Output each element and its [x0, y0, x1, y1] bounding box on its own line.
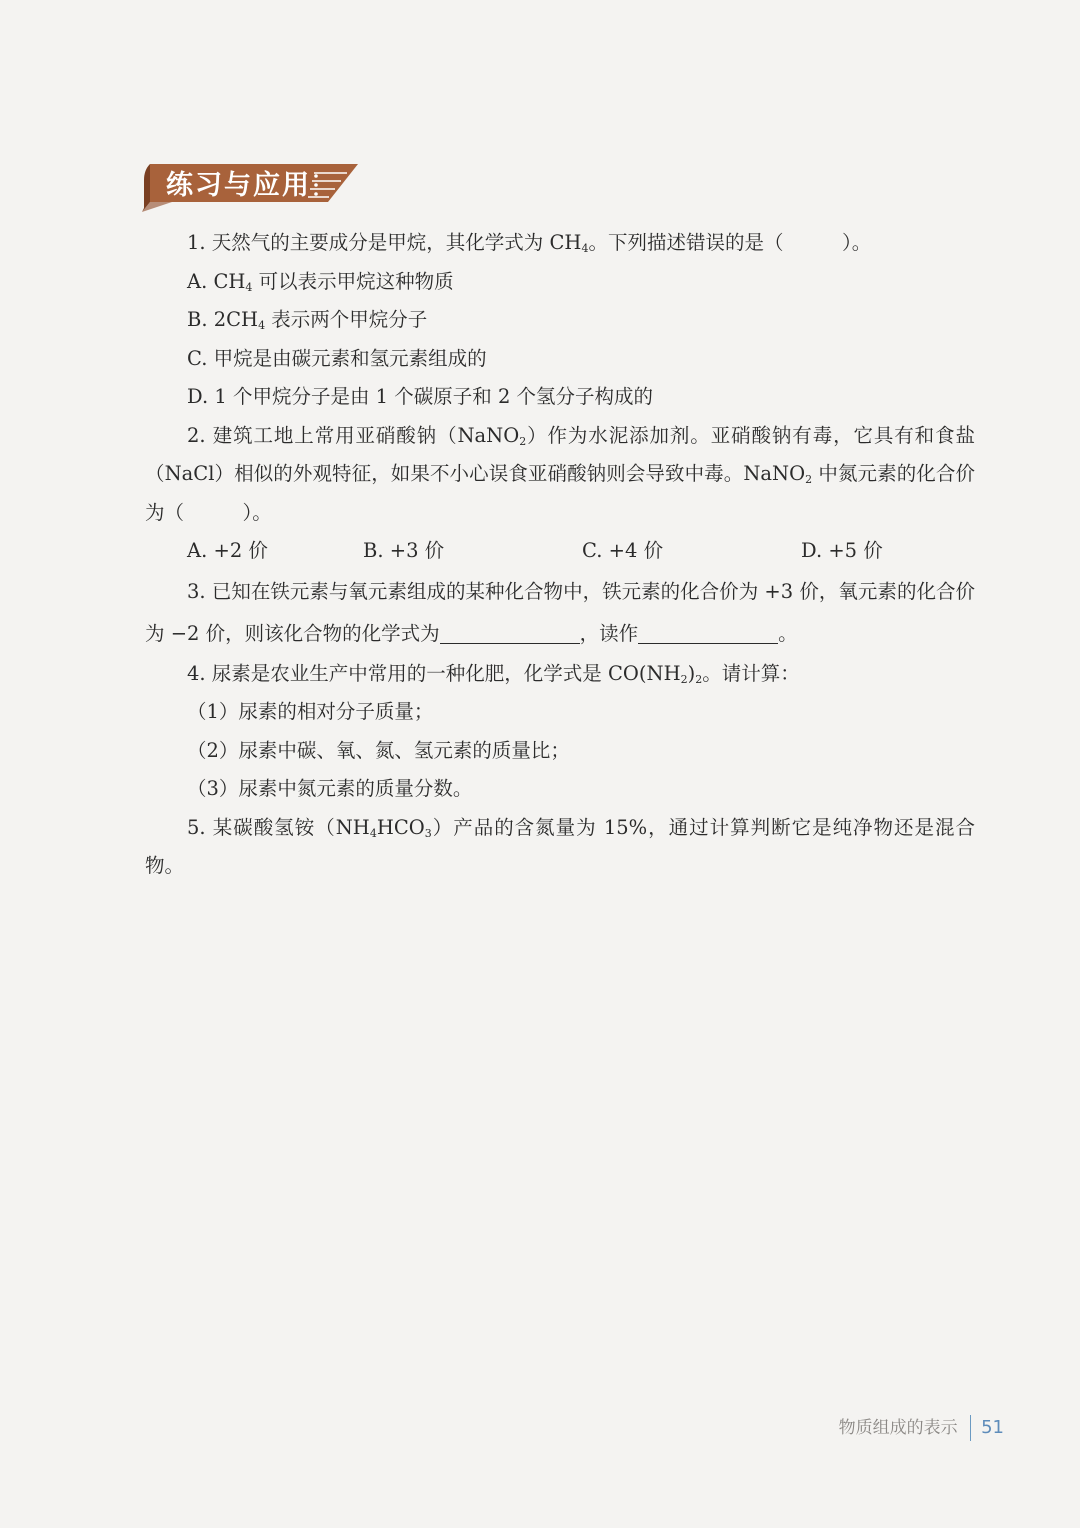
- q2-options: [145, 532, 975, 571]
- q1-option-d: D. 1 个甲烷分子是由 1 个碳原子和 2 个氢分子构成的: [187, 385, 654, 408]
- q4-part-2: （2）尿素中碳、氧、氮、氢元素的质量比；: [187, 738, 570, 762]
- chapter-title: 物质组成的表示: [838, 1418, 958, 1438]
- q2-option-b: B. +3 价: [363, 539, 445, 562]
- question-2: 2. 建筑工地上常用亚硝酸钠（NaNO$_2$）作为水泥添加剂。亚硝酸钠有毒，它具有和食盐（NaCl）相似的外观特征，如果不小心误食亚硝酸钠则会导致中毒。NaNO$_2$ 中氮元素的化合价为（ ）。: [145, 423, 975, 524]
- section-title: 练习与应用: [166, 170, 311, 201]
- answer-blank-reading[interactable]: [638, 623, 778, 644]
- footer-divider: [970, 1415, 972, 1441]
- section-banner: [142, 160, 360, 212]
- question-4: 4. 尿素是农业生产中常用的一种化肥，化学式是 $CO(NH_2)_2$。请计算：: [187, 661, 800, 686]
- q2-option-c: C. +4 价: [582, 539, 664, 562]
- q1-option-b: B. $2CH_4$ 表示两个甲烷分子: [187, 308, 428, 332]
- question-3: 3. 已知在铁元素与氧元素组成的某种化合物中，铁元素的化合价为 +3 价，氧元素的化合价为 −2 价，则该化合物的化学式为 ，读作 。: [145, 579, 975, 645]
- q2-option-a: A. +2 价: [187, 539, 268, 562]
- q4-part-3: （3）尿素中氮元素的质量分数。: [187, 777, 473, 800]
- q4-part-1: （1）尿素的相对分子质量；: [187, 700, 434, 723]
- answer-blank-formula[interactable]: [440, 623, 580, 644]
- page-footer: [839, 1410, 1004, 1446]
- q1-option-c: C. 甲烷是由碳元素和氢元素组成的: [187, 346, 487, 370]
- q2-option-d: D. +5 价: [801, 539, 883, 562]
- question-1: 1. 天然气的主要成分是甲烷，其化学式为 $CH_4$。下列描述错误的是（ ）。: [187, 231, 872, 255]
- q1-option-a: A. $CH_4$ 可以表示甲烷这种物质: [187, 269, 454, 294]
- exercise-list: [145, 224, 975, 886]
- page-number: 51: [981, 1417, 1004, 1438]
- question-5: 5. 某碳酸氢铵$(NH_4HCO_3)$产品的含氮量为 15%，通过计算判断它是纯净物还是混合物。: [145, 815, 976, 877]
